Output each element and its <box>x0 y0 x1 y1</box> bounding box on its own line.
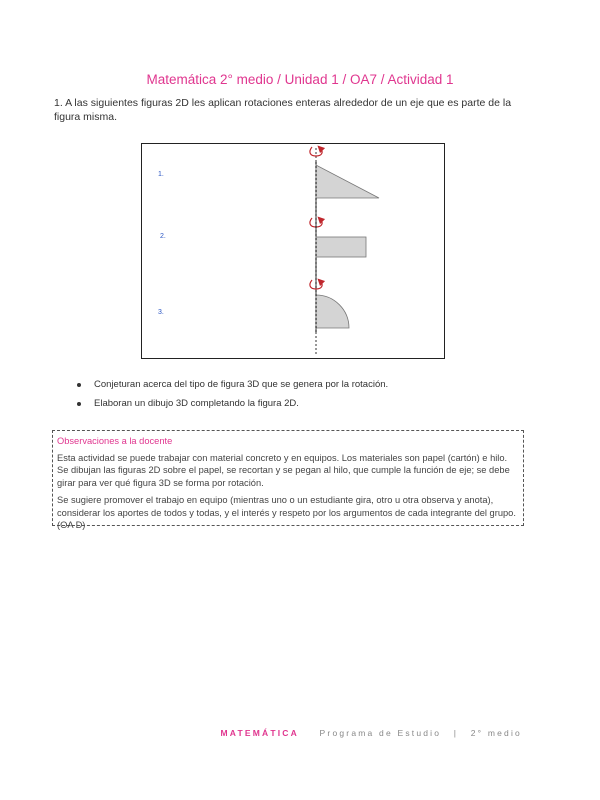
observations-paragraph-2: Se sugiere promover el trabajo en equipo (mientras uno o un estudiante gira, otro u otra observa y anota), considerar los aportes de todos y todas, y el interés y respeto por los argumentos de cada integrante del grupo. (OA D) <box>57 495 516 530</box>
footer-grade: 2° medio <box>470 728 522 738</box>
observations-paragraph-1: Esta actividad se puede trabajar con material concreto y en equipos. Los materiales son papel (cartón) e hilo. Se dibujan las figuras 2D sobre el papel, se recortan y se pegan al hilo, que cumple la función de eje; se debe girar para ver qué figura 3D se forma por rotación. <box>57 452 510 488</box>
footer-program: Programa de Estudio <box>319 728 442 738</box>
bullet-icon <box>77 383 81 387</box>
bullet-item <box>72 378 532 397</box>
bullet-icon <box>77 402 81 406</box>
bullet-text: Elaboran un dibujo 3D completando la figura 2D. <box>94 398 299 409</box>
footer-separator: | <box>453 728 459 738</box>
figure-label-1: 1. <box>158 171 164 178</box>
rotation-figures-box <box>141 143 445 359</box>
bullet-text: Conjeturan acerca del tipo de figura 3D que se genera por la rotación. <box>94 379 389 390</box>
quarter-circle-shape <box>316 295 349 328</box>
figure-label-2: 2. <box>160 233 166 240</box>
footer-subject: MATEMÁTICA <box>220 728 299 738</box>
bullet-item <box>72 397 532 416</box>
observations-box <box>52 430 524 530</box>
page-footer <box>220 728 522 738</box>
rectangle-shape <box>316 237 366 257</box>
page-title: Matemática 2° medio / Unidad 1 / OA7 / Actividad 1 <box>146 72 454 87</box>
rotation-figures <box>142 144 444 358</box>
observations-title: Observaciones a la docente <box>57 436 173 446</box>
activity-intro: 1. A las siguientes figuras 2D les aplican rotaciones enteras alrededor de un eje que es parte de la figura misma. <box>54 97 512 123</box>
triangle-shape <box>316 165 379 198</box>
figure-label-3: 3. <box>158 309 164 316</box>
activity-bullets <box>72 378 532 416</box>
